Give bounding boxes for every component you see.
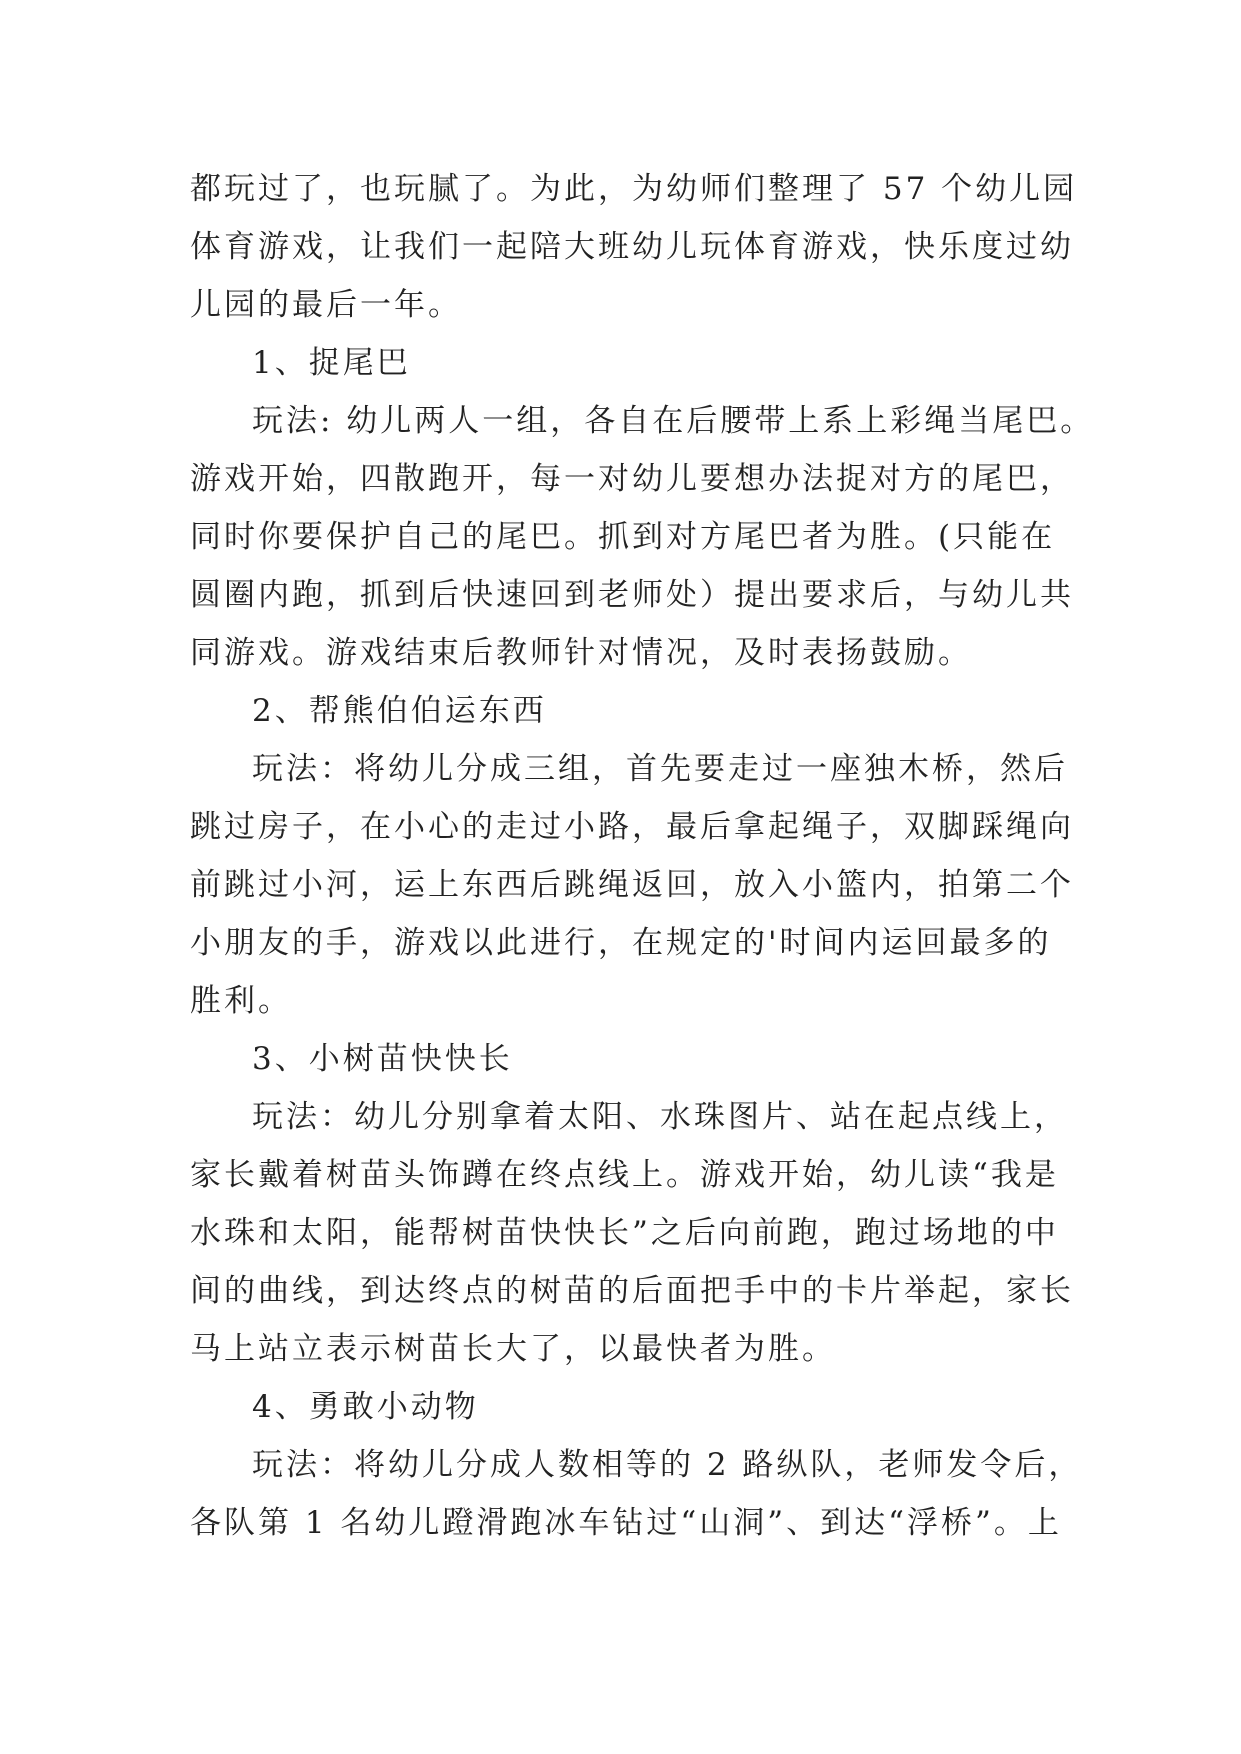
intro-line: 儿园的最后一年。	[190, 287, 462, 323]
game-4-line: 玩法：将幼儿分成人数相等的 2 路纵队，老师发令后，	[252, 1447, 1083, 1483]
game-title-4: 4、勇敢小动物	[252, 1389, 479, 1425]
game-1-line: 同时你要保护自己的尾巴。抓到对方尾巴者为胜。(只能在	[190, 519, 1056, 555]
game-3-line: 玩法：幼儿分别拿着太阳、水珠图片、站在起点线上，	[252, 1099, 1068, 1135]
game-1-line: 玩法: 幼儿两人一组，各自在后腰带上系上彩绳当尾巴。	[252, 403, 1095, 439]
game-4-line: 各队第 1 名幼儿蹬滑跑冰车钻过“山洞”、到达“浮桥”。上	[190, 1505, 1062, 1541]
game-title-3: 3、小树苗快快长	[252, 1041, 513, 1077]
game-1-line: 同游戏。游戏结束后教师针对情况，及时表扬鼓励。	[190, 635, 972, 671]
game-3-line: 家长戴着树苗头饰蹲在终点线上。游戏开始，幼儿读“我是	[190, 1157, 1059, 1193]
game-3-line: 间的曲线，到达终点的树苗的后面把手中的卡片举起，家长	[190, 1273, 1074, 1309]
document-body	[190, 160, 1095, 1552]
game-2-line: 跳过房子，在小心的走过小路，最后拿起绳子，双脚踩绳向	[190, 809, 1074, 845]
intro-line: 都玩过了，也玩腻了。为此，为幼师们整理了 57 个幼儿园	[190, 171, 1078, 207]
game-2-line: 玩法：将幼儿分成三组，首先要走过一座独木桥，然后	[252, 751, 1068, 787]
intro-line: 体育游戏，让我们一起陪大班幼儿玩体育游戏，快乐度过幼	[190, 229, 1074, 265]
game-2-line: 小朋友的手，游戏以此进行，在规定的'时间内运回最多的	[190, 925, 1052, 961]
game-title-2: 2、帮熊伯伯运东西	[252, 693, 547, 729]
game-1-line: 游戏开始，四散跑开，每一对幼儿要想办法捉对方的尾巴，	[190, 461, 1074, 497]
game-2-line: 胜利。	[190, 983, 292, 1019]
game-title-1: 1、捉尾巴	[252, 345, 411, 381]
game-3-line: 马上站立表示树苗长大了，以最快者为胜。	[190, 1331, 836, 1367]
game-3-line: 水珠和太阳，能帮树苗快快长”之后向前跑，跑过场地的中	[190, 1215, 1059, 1251]
game-1-line: 圆圈内跑，抓到后快速回到老师处）提出要求后，与幼儿共	[190, 577, 1074, 613]
game-2-line: 前跳过小河，运上东西后跳绳返回，放入小篮内，拍第二个	[190, 867, 1074, 903]
